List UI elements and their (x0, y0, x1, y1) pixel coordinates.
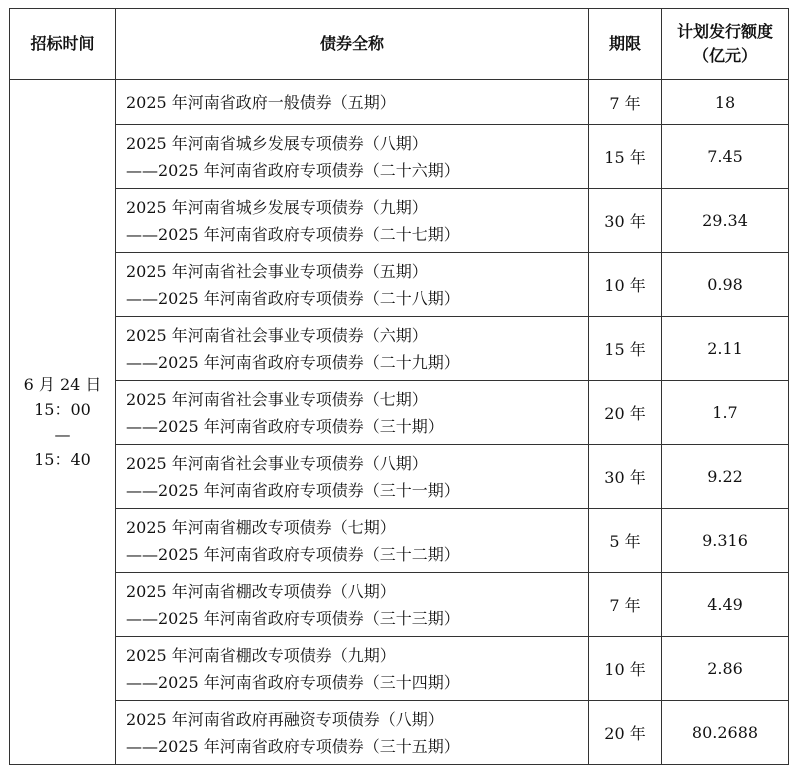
table-row (10, 80, 789, 125)
bond-name-line2: ——2025 年河南省政府专项债券（二十八期） (126, 288, 460, 308)
table-row (10, 509, 789, 573)
bond-name-line2: ——2025 年河南省政府专项债券（三十五期） (126, 736, 460, 756)
auction-time-start: 15：00 (34, 400, 91, 419)
table-row (10, 573, 789, 637)
bond-name-line2: ——2025 年河南省政府专项债券（三十一期） (126, 480, 460, 500)
bond-term-cell: 15 年 (589, 125, 662, 189)
auction-time-cell (10, 80, 116, 765)
bond-amount-cell: 18 (662, 80, 789, 125)
bond-term-cell: 15 年 (589, 317, 662, 381)
bond-name-line1: 2025 年河南省社会事业专项债券（五期） (126, 261, 428, 281)
header-term: 期限 (589, 9, 662, 80)
bond-amount-cell: 9.22 (662, 445, 789, 509)
bond-name-cell (116, 509, 589, 573)
bond-name-cell (116, 189, 589, 253)
bond-name-line2: ——2025 年河南省政府专项债券（三十四期） (126, 672, 460, 692)
table-row (10, 445, 789, 509)
bond-term-cell: 7 年 (589, 573, 662, 637)
bond-name-line2: ——2025 年河南省政府专项债券（三十三期） (126, 608, 460, 628)
table-row (10, 189, 789, 253)
bond-name-cell (116, 637, 589, 701)
bond-term-cell: 5 年 (589, 509, 662, 573)
bond-name-line1: 2025 年河南省社会事业专项债券（八期） (126, 453, 428, 473)
bond-amount-cell: 29.34 (662, 189, 789, 253)
bond-name-line2: ——2025 年河南省政府专项债券（三十二期） (126, 544, 460, 564)
bond-name-cell (116, 445, 589, 509)
table-row (10, 125, 789, 189)
bond-term-cell: 10 年 (589, 253, 662, 317)
bond-amount-cell: 9.316 (662, 509, 789, 573)
bond-name-line1: 2025 年河南省城乡发展专项债券（八期） (126, 133, 428, 153)
bond-term-cell: 20 年 (589, 701, 662, 765)
auction-time-date: 6 月 24 日 (23, 375, 102, 394)
bond-amount-cell: 7.45 (662, 125, 789, 189)
header-name: 债券全称 (116, 9, 589, 80)
bond-name-line1: 2025 年河南省政府一般债券（五期） (126, 92, 396, 112)
table-row (10, 253, 789, 317)
bond-name-line2: ——2025 年河南省政府专项债券（二十六期） (126, 160, 460, 180)
bond-amount-cell: 0.98 (662, 253, 789, 317)
bond-name-cell (116, 701, 589, 765)
bond-amount-cell: 1.7 (662, 381, 789, 445)
bond-name-cell (116, 125, 589, 189)
bond-term-cell: 10 年 (589, 637, 662, 701)
bond-name-line1: 2025 年河南省城乡发展专项债券（九期） (126, 197, 428, 217)
header-time: 招标时间 (10, 9, 116, 80)
bond-name-line1: 2025 年河南省社会事业专项债券（六期） (126, 325, 428, 345)
bond-term-cell: 30 年 (589, 189, 662, 253)
table-row (10, 317, 789, 381)
auction-time-end: 15：40 (34, 450, 91, 469)
bond-name-line1: 2025 年河南省政府再融资专项债券（八期） (126, 709, 444, 729)
bond-name-cell (116, 80, 589, 125)
header-amount-line1: 计划发行额度 (676, 22, 773, 41)
bond-name-line1: 2025 年河南省棚改专项债券（七期） (126, 517, 396, 537)
table-row (10, 381, 789, 445)
header-amount (662, 9, 789, 80)
auction-time-dash: — (54, 425, 71, 444)
bond-name-line1: 2025 年河南省社会事业专项债券（七期） (126, 389, 428, 409)
bond-term-cell: 20 年 (589, 381, 662, 445)
bond-name-line1: 2025 年河南省棚改专项债券（八期） (126, 581, 396, 601)
bond-amount-cell: 2.11 (662, 317, 789, 381)
header-row (10, 9, 789, 80)
bond-name-cell (116, 573, 589, 637)
bond-name-cell (116, 253, 589, 317)
bond-name-line2: ——2025 年河南省政府专项债券（二十七期） (126, 224, 460, 244)
table-row (10, 637, 789, 701)
bond-amount-cell: 80.2688 (662, 701, 789, 765)
table-body (10, 80, 789, 765)
bond-name-line1: 2025 年河南省棚改专项债券（九期） (126, 645, 396, 665)
header-amount-line2: （亿元） (692, 46, 757, 65)
bond-name-cell (116, 381, 589, 445)
bond-name-line2: ——2025 年河南省政府专项债券（三十期） (126, 416, 444, 436)
table-row (10, 701, 789, 765)
bond-name-cell (116, 317, 589, 381)
bond-amount-cell: 4.49 (662, 573, 789, 637)
bond-schedule-table (9, 8, 789, 765)
bond-term-cell: 30 年 (589, 445, 662, 509)
bond-name-line2: ——2025 年河南省政府专项债券（二十九期） (126, 352, 460, 372)
bond-amount-cell: 2.86 (662, 637, 789, 701)
bond-term-cell: 7 年 (589, 80, 662, 125)
